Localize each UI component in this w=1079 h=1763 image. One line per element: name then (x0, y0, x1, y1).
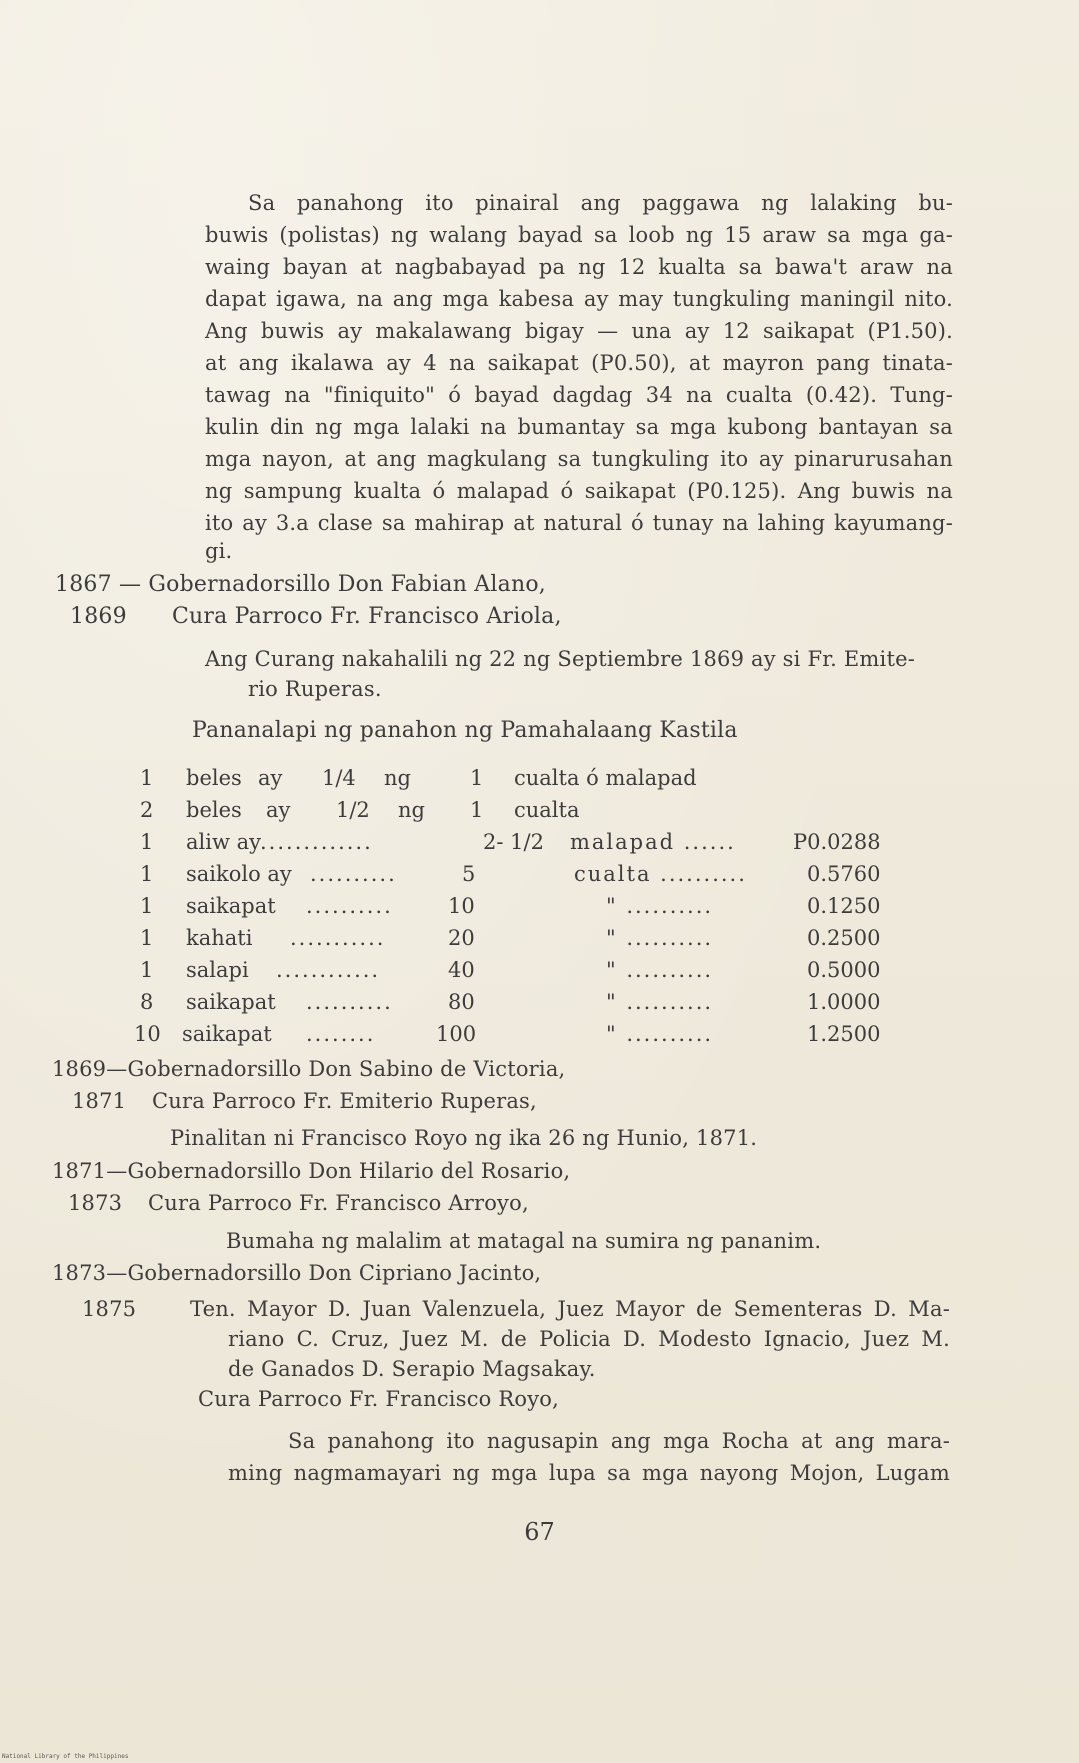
table-row (140, 830, 880, 858)
table-cell: ............. (260, 830, 373, 854)
table-cell: 1/4 (322, 766, 356, 790)
note-line: Pinalitan ni Francisco Royo ng ika 26 ng Hunio, 1871. (170, 1126, 758, 1150)
paragraph-line: buwis (polistas) ng walang bayad sa loob ng 15 araw sa mga ga- (205, 223, 953, 247)
table-cell: 1.2500 (807, 1022, 881, 1046)
table-cell: 0.2500 (807, 926, 881, 950)
year-entry: 1867 — Gobernadorsillo Don Fabian Alano, (55, 572, 546, 597)
table-row (140, 958, 880, 986)
table-row (140, 894, 880, 922)
library-footer: National Library of the Philippines (2, 1753, 129, 1760)
paragraph-line: waing bayan at nagbabayad pa ng 12 kualta sa bawa't araw na (205, 255, 953, 279)
table-cell: saikolo ay (186, 862, 292, 886)
year-entry: 1873—Gobernadorsillo Don Cipriano Jacinto, (52, 1261, 542, 1285)
table-cell: P0.0288 (793, 830, 881, 854)
note-line: Ang Curang nakahalili ng 22 ng Septiembre 1869 ay si Fr. Emite- (205, 647, 916, 671)
table-cell: 5 (462, 862, 476, 886)
table-cell: 1.0000 (807, 990, 881, 1014)
paragraph-line: dapat igawa, na ang mga kabesa ay may tungkuling maningil nito. (205, 287, 953, 311)
table-cell: .......... (310, 862, 397, 886)
table-cell: 2 (140, 798, 154, 822)
table-cell: 1 (140, 766, 154, 790)
table-cell: ........ (306, 1022, 376, 1046)
table-cell: " .......... (606, 926, 714, 950)
table-cell: .......... (306, 894, 393, 918)
table-cell: ay (258, 766, 283, 790)
table-cell: beles (186, 798, 242, 822)
cura-entry: Cura Parroco Fr. Emiterio Ruperas, (152, 1089, 537, 1113)
paragraph-line: gi. (205, 539, 233, 563)
note-line: rio Ruperas. (248, 677, 382, 701)
table-cell: salapi (186, 958, 249, 982)
year-end: 1869 (70, 604, 127, 629)
table-cell: 1 (140, 926, 154, 950)
table-cell: saikapat (182, 1022, 272, 1046)
year-entry: 1869—Gobernadorsillo Don Sabino de Victoria, (52, 1057, 566, 1081)
table-cell: 1 (140, 894, 154, 918)
table-cell: 0.5000 (807, 958, 881, 982)
table-cell: 10 (448, 894, 475, 918)
table-cell: 0.5760 (807, 862, 881, 886)
paragraph-line: Ang buwis ay makalawang bigay — una ay 12 saikapat (P1.50). (205, 319, 953, 343)
table-cell: " .......... (606, 894, 714, 918)
table-cell: " .......... (606, 958, 714, 982)
paragraph-line: kulin din ng mga lalaki na bumantay sa mga kubong bantayan sa (205, 415, 953, 439)
paragraph-line: ito ay 3.a clase sa mahirap at natural ó tunay na lahing kayumang- (205, 511, 953, 535)
cura-entry: Cura Parroco Fr. Francisco Ariola, (172, 604, 562, 629)
table-cell: ............ (276, 958, 381, 982)
table-cell: 20 (448, 926, 475, 950)
table-cell: 10 (134, 1022, 161, 1046)
table-cell: 40 (448, 958, 475, 982)
paragraph-line: Sa panahong ito pinairal ang paggawa ng lalaking bu- (248, 191, 953, 215)
table-cell: saikapat (186, 894, 276, 918)
table-cell: beles (186, 766, 242, 790)
paragraph-line: at ang ikalawa ay 4 na saikapat (P0.50), at mayron pang tinata- (205, 351, 953, 375)
officials-line: Ten. Mayor D. Juan Valenzuela, Juez Mayor de Sementeras D. Ma- (190, 1297, 950, 1321)
table-cell: ng (398, 798, 425, 822)
table-cell: cualta (514, 798, 580, 822)
table-cell: kahati (186, 926, 253, 950)
year-entry: 1871—Gobernadorsillo Don Hilario del Rosario, (52, 1159, 571, 1183)
table-cell: cualta ó malapad (514, 766, 697, 790)
table-row (140, 766, 880, 794)
year-end: 1873 (68, 1191, 123, 1215)
paragraph-line: mga nayon, at ang magkulang sa tungkuling ito ay pinarurusahan (205, 447, 953, 471)
table-cell: .......... (306, 990, 393, 1014)
table-row (140, 862, 880, 890)
year-end: 1871 (72, 1089, 127, 1113)
table-cell: ........... (290, 926, 386, 950)
paragraph-line: ng sampung kualta ó malapad ó saikapat (P0.125). Ang buwis na (205, 479, 953, 503)
table-cell: saikapat (186, 990, 276, 1014)
table-cell: ay (266, 798, 291, 822)
table-cell: 1 (140, 830, 154, 854)
paragraph-line: ming nagmamayari ng mga lupa sa mga nayong Mojon, Lugam (228, 1461, 950, 1485)
table-cell: 8 (140, 990, 154, 1014)
note-line: Bumaha ng malalim at matagal na sumira ng pananim. (226, 1229, 822, 1253)
table-cell: 1 (470, 798, 484, 822)
table-cell: ng (384, 766, 411, 790)
paragraph-line: tawag na "finiquito" ó bayad dagdag 34 na cualta (0.42). Tung- (205, 383, 953, 407)
cura-entry: Cura Parroco Fr. Francisco Royo, (198, 1387, 560, 1411)
table-cell: 1 (140, 862, 154, 886)
table-cell: malapad ...... (570, 830, 736, 854)
table-row (140, 990, 880, 1018)
cura-entry: Cura Parroco Fr. Francisco Arroyo, (148, 1191, 529, 1215)
paragraph-line: Sa panahong ito nagusapin ang mga Rocha at ang mara- (288, 1429, 950, 1453)
table-cell: 1 (470, 766, 484, 790)
officials-line: riano C. Cruz, Juez M. de Policia D. Modesto Ignacio, Juez M. (228, 1327, 950, 1351)
table-cell: 100 (436, 1022, 477, 1046)
page-number: 67 (524, 1518, 555, 1546)
table-row (140, 798, 880, 826)
officials-line: de Ganados D. Serapio Magsakay. (228, 1357, 596, 1381)
table-cell: 80 (448, 990, 475, 1014)
table-cell: " .......... (606, 1022, 714, 1046)
table-cell: cualta .......... (574, 862, 747, 886)
table-cell: 0.1250 (807, 894, 881, 918)
table-cell: 1/2 (336, 798, 370, 822)
table-cell: aliw ay (186, 830, 261, 854)
year-end: 1875 (82, 1297, 137, 1321)
table-row (140, 926, 880, 954)
table-row (134, 1022, 881, 1050)
table-title: Pananalapi ng panahon ng Pamahalaang Kastila (192, 718, 738, 743)
table-cell: 1 (140, 958, 154, 982)
table-cell: " .......... (606, 990, 714, 1014)
table-cell: 2- 1/2 (483, 830, 544, 854)
